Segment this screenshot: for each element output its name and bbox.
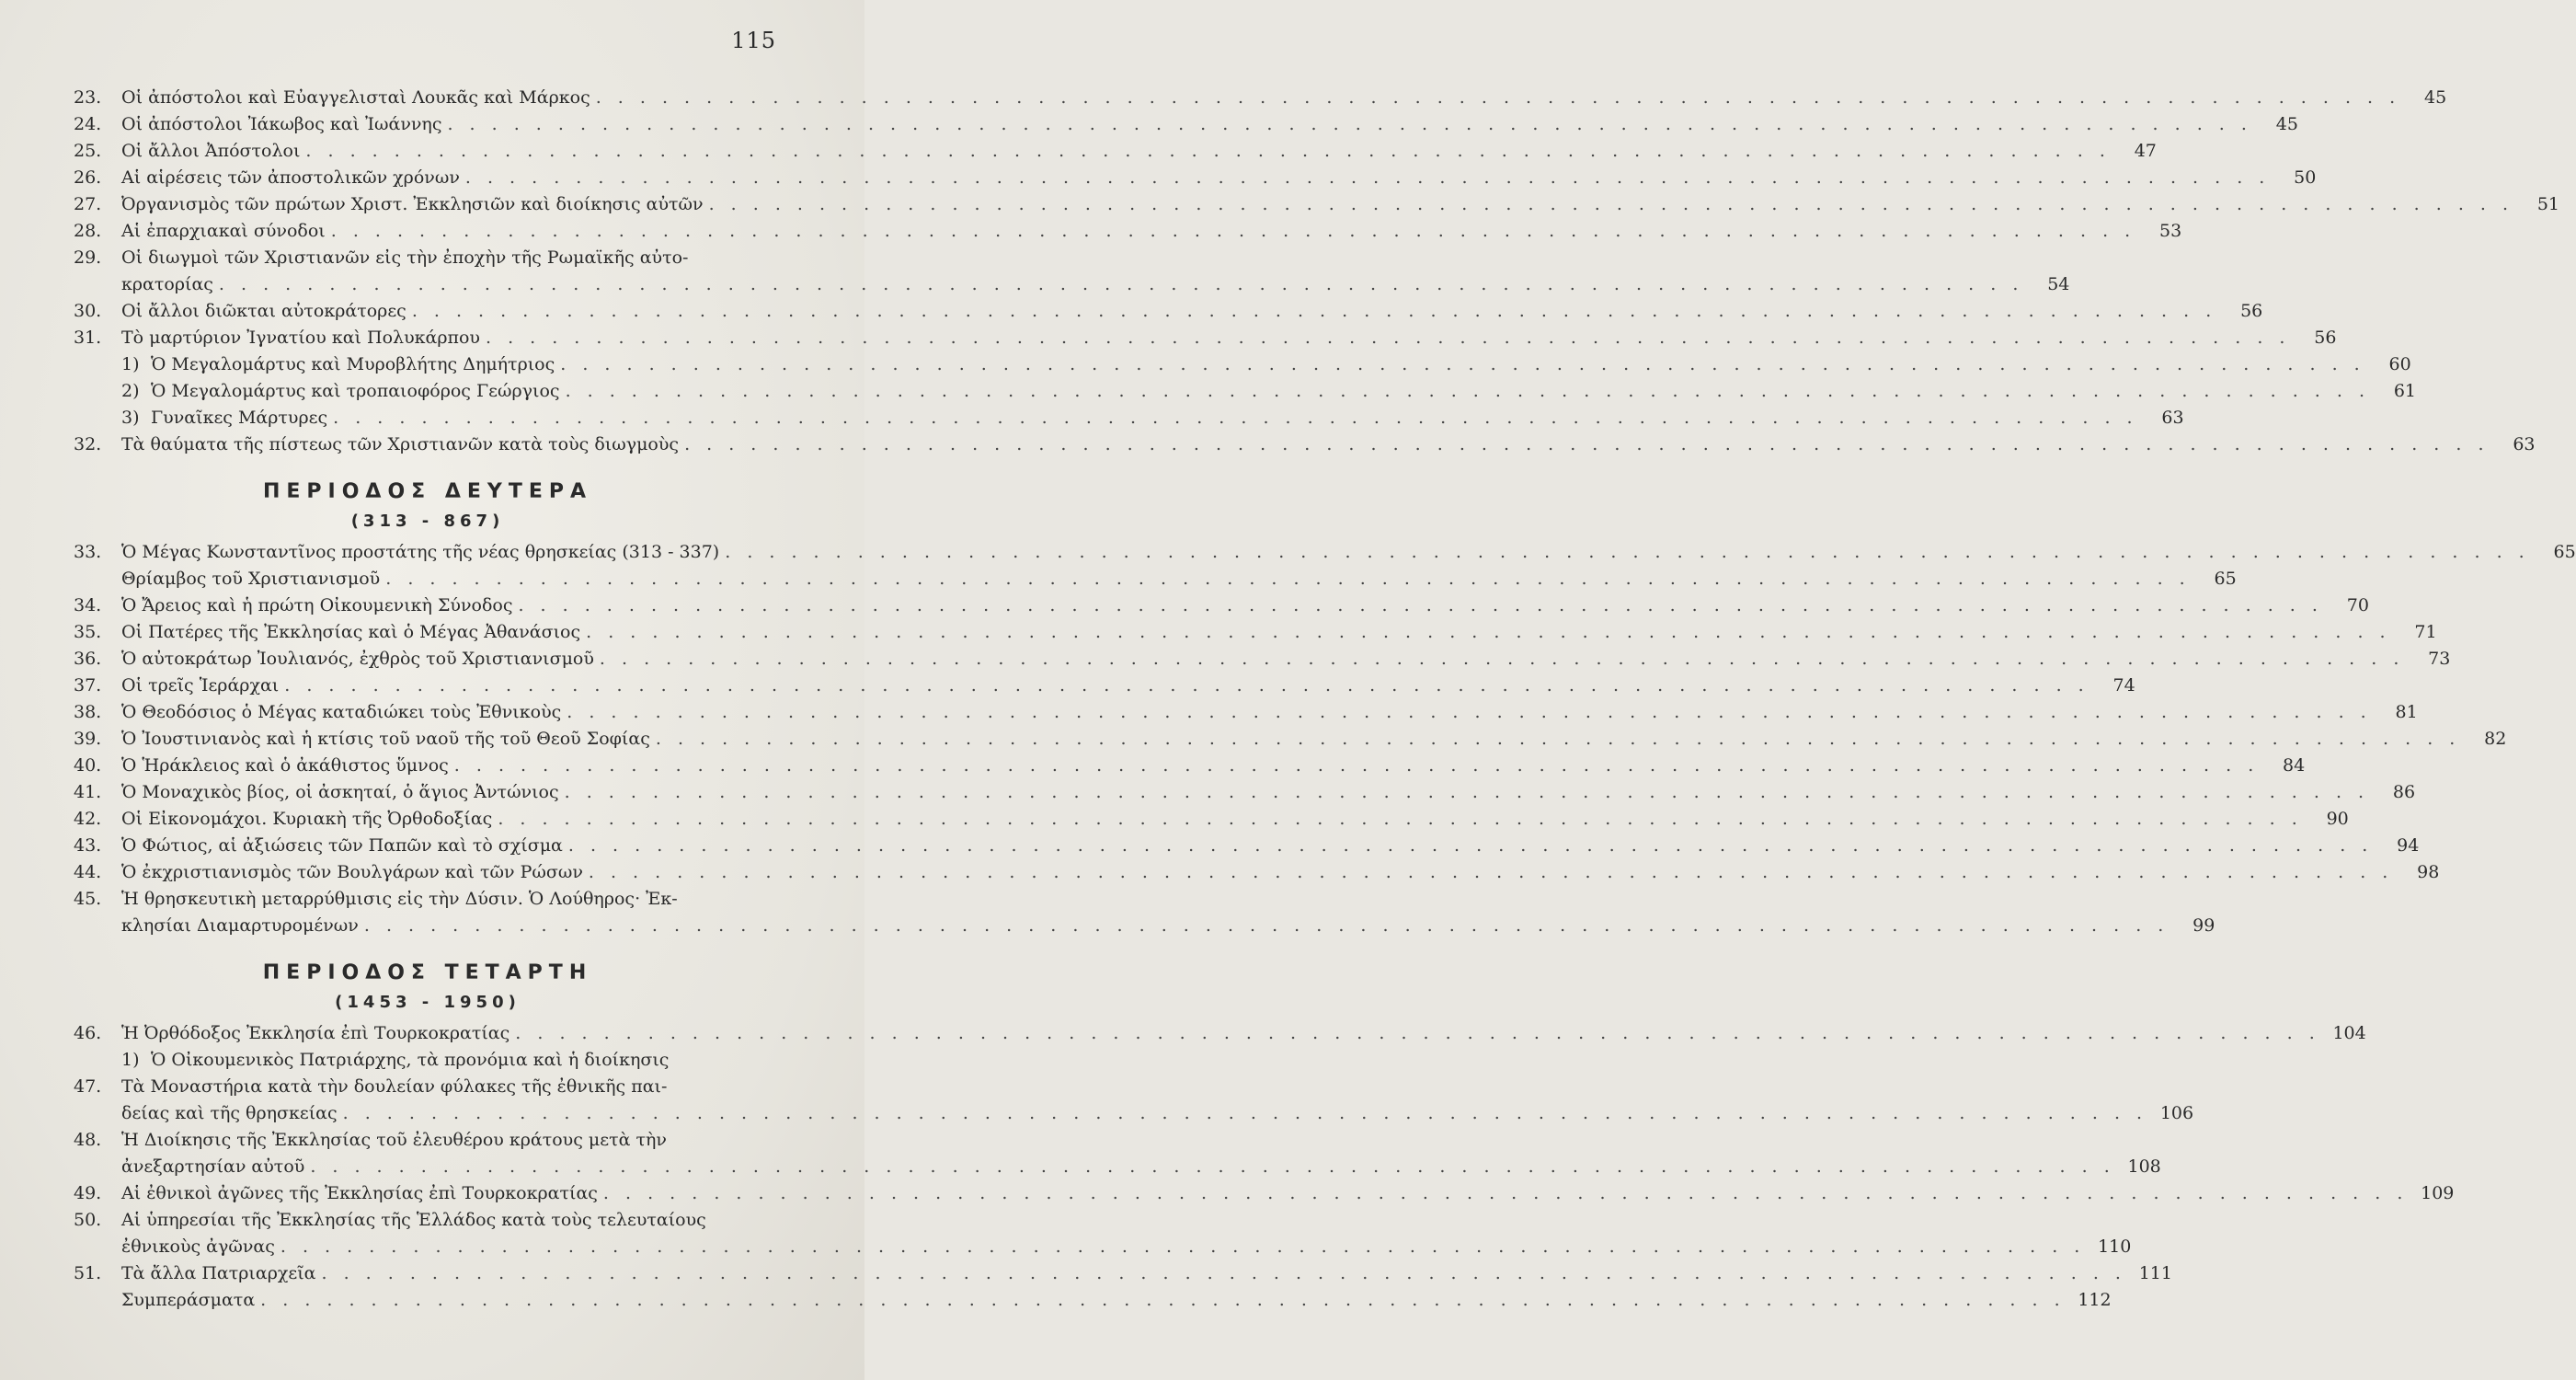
- entry-title: Θρίαμβος τοῦ Χριστιανισμοῦ: [121, 569, 381, 589]
- dot-leader: . . . . . . . . . . . . . . . . . . . . . . . . . . . . . . . . . . . . . . . . . . . . . . . . . . . . . . . . . . . . . . . . . . . . . . . . . . . . . . . . . .: [447, 114, 2252, 134]
- dot-leader: . . . . . . . . . . . . . . . . . . . . . . . . . . . . . . . . . . . . . . . . . . . . . . . . . . . . . . . . . . . . . . . . . . . . . . . . . . . . . . . . . .: [684, 434, 2490, 454]
- entry-number: 27.: [74, 194, 102, 214]
- dot-leader: . . . . . . . . . . . . . . . . . . . . . . . . . . . . . . . . . . . . . . . . . . . . . . . . . . . . . . . . . . . . . . . . . . . . . . . . . . . . . . . . . .: [411, 301, 2217, 321]
- entry-number: 28.: [74, 221, 102, 241]
- table-of-contents: [74, 85, 2576, 1314]
- entry-title: Ὁ Φώτιος, αἱ ἀξιώσεις τῶν Παπῶν καὶ τὸ σχίσμα: [121, 835, 563, 856]
- dot-leader: . . . . . . . . . . . . . . . . . . . . . . . . . . . . . . . . . . . . . . . . . . . . . . . . . . . . . . . . . . . . . . . . . . . . . . . . . . . . . . . . . .: [280, 1236, 2086, 1257]
- dot-leader: . . . . . . . . . . . . . . . . . . . . . . . . . . . . . . . . . . . . . . . . . . . . . . . . . . . . . . . . . . . . . . . . . . . . . . . . . . . . . . . . . .: [333, 408, 2138, 428]
- entry-number: 40.: [74, 755, 102, 776]
- toc-entry: [74, 1127, 782, 1154]
- entry-page: 50: [2294, 167, 2317, 188]
- toc-entry: [74, 619, 2437, 646]
- entry-number: 32.: [74, 434, 102, 454]
- entry-number: 44.: [74, 862, 102, 882]
- entry-page: 73: [2428, 649, 2451, 669]
- toc-entry: [74, 1287, 2112, 1314]
- entry-number: 25.: [74, 141, 102, 161]
- entry-page: 51: [2536, 194, 2560, 214]
- toc-entry: [74, 111, 2298, 138]
- entry-title: Ὁ Μεγαλομάρτυς καὶ Μυροβλήτης Δημήτριος: [151, 354, 555, 374]
- toc-entry: [74, 886, 782, 913]
- dot-leader: . . . . . . . . . . . . . . . . . . . . . . . . . . . . . . . . . . . . . . . . . . . . . . . . . . . . . . . . . . . . . . . . . . . . . . . . . . . . . . . . . .: [588, 862, 2394, 882]
- entry-page: 90: [2326, 809, 2349, 829]
- entry-number: 3): [121, 408, 140, 428]
- entry-number: 37.: [74, 675, 102, 696]
- entry-title: ἐθνικοὺς ἀγῶνας: [121, 1236, 275, 1257]
- entry-title: Οἱ ἀπόστολοι Ἰάκωβος καὶ Ἰωάννης: [121, 114, 442, 134]
- toc-entry: [74, 1154, 2161, 1180]
- entry-title: Γυναῖκες Μάρτυρες: [151, 408, 328, 428]
- entry-number: 45.: [74, 889, 102, 909]
- toc-entry: [74, 592, 2369, 619]
- dot-leader: . . . . . . . . . . . . . . . . . . . . . . . . . . . . . . . . . . . . . . . . . . . . . . . . . . . . . . . . . . . . . . . . . . . . . . . . . . . . . . . . . .: [330, 221, 2136, 241]
- entry-page: 108: [2127, 1156, 2161, 1177]
- entry-title: Ὁ Θεοδόσιος ὁ Μέγας καταδιώκει τοὺς Ἐθνικοὺς: [121, 702, 562, 722]
- entry-number: 35.: [74, 622, 102, 642]
- entry-title: δείας καὶ τῆς θρησκείας: [121, 1103, 338, 1123]
- dot-leader: . . . . . . . . . . . . . . . . . . . . . . . . . . . . . . . . . . . . . . . . . . . . . . . . . . . . . . . . . . . . . . . . . . . . . . . . . . . . . . . . . .: [498, 809, 2303, 829]
- dot-leader: . . . . . . . . . . . . . . . . . . . . . . . . . . . . . . . . . . . . . . . . . . . . . . . . . . . . . . . . . . . . . . . . . . . . . . . . . . . . . . . . . .: [708, 194, 2514, 214]
- entry-title: Οἱ διωγμοὶ τῶν Χριστιανῶν εἰς τὴν ἐποχὴν τῆς Ρωμαϊκῆς αὐτο-: [121, 247, 689, 268]
- toc-entry: [74, 378, 2417, 405]
- toc-entry: [74, 859, 2440, 886]
- toc-entry: [74, 245, 782, 271]
- entry-title: Συμπεράσματα: [121, 1290, 256, 1310]
- entry-title: Οἱ ἄλλοι Ἀπόστολοι: [121, 141, 301, 161]
- entry-page: 109: [2421, 1183, 2455, 1203]
- entry-number: 43.: [74, 835, 102, 856]
- dot-leader: . . . . . . . . . . . . . . . . . . . . . . . . . . . . . . . . . . . . . . . . . . . . . . . . . . . . . . . . . . . . . . . . . . . . . . . . . . . . . . . . . .: [725, 542, 2530, 562]
- entry-title: Ἡ Ὀρθόδοξος Ἐκκλησία ἐπὶ Τουρκοκρατίας: [121, 1023, 510, 1043]
- entry-page: 106: [2159, 1103, 2194, 1123]
- toc-entry: [74, 325, 2337, 351]
- toc-entry: [74, 218, 2182, 245]
- toc-entry: [74, 271, 2070, 298]
- entry-number: 34.: [74, 595, 102, 615]
- dot-leader: . . . . . . . . . . . . . . . . . . . . . . . . . . . . . . . . . . . . . . . . . . . . . . . . . . . . . . . . . . . . . . . . . . . . . . . . . . . . . . . . . .: [305, 141, 2111, 161]
- toc-entry: [74, 191, 2560, 218]
- entry-title: Ὁ Μεγαλομάρτυς καὶ τροπαιοφόρος Γεώργιος: [151, 381, 560, 401]
- entry-number: 1): [121, 354, 140, 374]
- toc-entry: [74, 1047, 782, 1074]
- entry-page: 45: [2423, 87, 2447, 108]
- toc-entry: [74, 699, 2418, 726]
- dot-leader: . . . . . . . . . . . . . . . . . . . . . . . . . . . . . . . . . . . . . . . . . . . . . . . . . . . . . . . . . . . . . . . . . . . . . . . . . . . . . . . . . .: [310, 1156, 2115, 1177]
- toc-entry: [74, 1207, 782, 1234]
- entry-title: Τὰ Μοναστήρια κατὰ τὴν δουλείαν φύλακες τῆς ἐθνικῆς παι-: [121, 1076, 668, 1097]
- dot-leader: . . . . . . . . . . . . . . . . . . . . . . . . . . . . . . . . . . . . . . . . . . . . . . . . . . . . . . . . . . . . . . . . . . . . . . . . . . . . . . . . . .: [560, 354, 2365, 374]
- entry-title: Ὁ Ἡράκλειος καὶ ὁ ἀκάθιστος ὕμνος: [121, 755, 449, 776]
- entry-title: Οἱ τρεῖς Ἱεράρχαι: [121, 675, 280, 696]
- entry-number: 48.: [74, 1130, 102, 1150]
- toc-entry: [74, 405, 2184, 431]
- toc-entry: [74, 913, 2215, 939]
- entry-page: 56: [2240, 301, 2263, 321]
- entry-page: 99: [2192, 915, 2215, 936]
- dot-leader: . . . . . . . . . . . . . . . . . . . . . . . . . . . . . . . . . . . . . . . . . . . . . . . . . . . . . . . . . . . . . . . . . . . . . . . . . . . . . . . . . .: [655, 729, 2461, 749]
- entry-number: 50.: [74, 1210, 102, 1230]
- entry-page: 60: [2388, 354, 2411, 374]
- dot-leader: . . . . . . . . . . . . . . . . . . . . . . . . . . . . . . . . . . . . . . . . . . . . . . . . . . . . . . . . . . . . . . . . . . . . . . . . . . . . . . . . . .: [453, 755, 2260, 776]
- entry-title: Αἱ ἐθνικοὶ ἀγῶνες τῆς Ἐκκλησίας ἐπὶ Τουρκοκρατίας: [121, 1183, 598, 1203]
- entry-page: 47: [2134, 141, 2157, 161]
- entry-title: Τὸ μαρτύριον Ἰγνατίου καὶ Πολυκάρπου: [121, 328, 480, 348]
- toc-entry: [74, 1074, 782, 1100]
- entry-page: 70: [2346, 595, 2369, 615]
- period-heading: ΠΕΡΙΟΔΟΣ ΤΕΤΑΡΤΗ: [262, 961, 593, 984]
- entry-title: Ὁ Μοναχικὸς βίος, οἱ ἀσκηταί, ὁ ἅγιος Ἀντώνιος: [121, 782, 559, 802]
- dot-leader: . . . . . . . . . . . . . . . . . . . . . . . . . . . . . . . . . . . . . . . . . . . . . . . . . . . . . . . . . . . . . . . . . . . . . . . . . . . . . . . . . .: [602, 1183, 2409, 1203]
- entry-title: Οἱ Εἰκονομάχοι. Κυριακὴ τῆς Ὀρθοδοξίας: [121, 809, 493, 829]
- toc-entry: [74, 753, 2306, 779]
- entry-page: 86: [2392, 782, 2416, 802]
- toc-entry: [74, 539, 2576, 566]
- dot-leader: . . . . . . . . . . . . . . . . . . . . . . . . . . . . . . . . . . . . . . . . . . . . . . . . . . . . . . . . . . . . . . . . . . . . . . . . . . . . . . . . . .: [599, 649, 2405, 669]
- entry-title: Ὁ Οἰκουμενικὸς Πατριάρχης, τὰ προνόμια καὶ ἡ διοίκησις: [151, 1050, 670, 1070]
- dot-leader: . . . . . . . . . . . . . . . . . . . . . . . . . . . . . . . . . . . . . . . . . . . . . . . . . . . . . . . . . . . . . . . . . . . . . . . . . . . . . . . . . .: [385, 569, 2191, 589]
- entry-page: 53: [2159, 221, 2182, 241]
- entry-page: 45: [2275, 114, 2298, 134]
- entry-number: 39.: [74, 729, 102, 749]
- entry-title: Οἱ ἄλλοι διῶκται αὐτοκράτορες: [121, 301, 406, 321]
- entry-title: Τὰ θαύματα τῆς πίστεως τῶν Χριστιανῶν κατὰ τοὺς διωγμοὺς: [121, 434, 680, 454]
- entry-number: 2): [121, 381, 140, 401]
- toc-entry: [74, 806, 2349, 833]
- dot-leader: . . . . . . . . . . . . . . . . . . . . . . . . . . . . . . . . . . . . . . . . . . . . . . . . . . . . . . . . . . . . . . . . . . . . . . . . . . . . . . . . . .: [567, 835, 2374, 856]
- entry-page: 65: [2214, 569, 2237, 589]
- toc-entry: [74, 726, 2507, 753]
- entry-page: 54: [2047, 274, 2070, 294]
- entry-title: κλησίαι Διαμαρτυρομένων: [121, 915, 359, 936]
- entry-page: 84: [2283, 755, 2306, 776]
- dot-leader: . . . . . . . . . . . . . . . . . . . . . . . . . . . . . . . . . . . . . . . . . . . . . . . . . . . . . . . . . . . . . . . . . . . . . . . . . . . . . . . . . .: [565, 381, 2371, 401]
- entry-title: ἀνεξαρτησίαν αὐτοῦ: [121, 1156, 305, 1177]
- entry-number: 42.: [74, 809, 102, 829]
- entry-number: 31.: [74, 328, 102, 348]
- dot-leader: . . . . . . . . . . . . . . . . . . . . . . . . . . . . . . . . . . . . . . . . . . . . . . . . . . . . . . . . . . . . . . . . . . . . . . . . . . . . . . . . . .: [518, 595, 2323, 615]
- dot-leader: . . . . . . . . . . . . . . . . . . . . . . . . . . . . . . . . . . . . . . . . . . . . . . . . . . . . . . . . . . . . . . . . . . . . . . . . . . . . . . . . . .: [586, 622, 2391, 642]
- toc-entry: [74, 1180, 2455, 1207]
- entry-title: Ὁ Ἄρειος καὶ ἡ πρώτη Οἰκουμενικὴ Σύνοδος: [121, 595, 513, 615]
- entry-number: 30.: [74, 301, 102, 321]
- toc-entry: [74, 85, 2447, 111]
- toc-entry: [74, 779, 2416, 806]
- entry-page: 81: [2395, 702, 2418, 722]
- entry-page: 111: [2138, 1263, 2172, 1283]
- period-range: (1453 - 1950): [335, 993, 521, 1012]
- dot-leader: . . . . . . . . . . . . . . . . . . . . . . . . . . . . . . . . . . . . . . . . . . . . . . . . . . . . . . . . . . . . . . . . . . . . . . . . . . . . . . . . . .: [564, 782, 2370, 802]
- entry-page: 110: [2098, 1236, 2132, 1257]
- entry-number: 38.: [74, 702, 102, 722]
- dot-leader: . . . . . . . . . . . . . . . . . . . . . . . . . . . . . . . . . . . . . . . . . . . . . . . . . . . . . . . . . . . . . . . . . . . . . . . . . . . . . . . . . .: [515, 1023, 2320, 1043]
- toc-entry: [74, 833, 2420, 859]
- entry-number: 49.: [74, 1183, 102, 1203]
- entry-title: Ἡ θρησκευτικὴ μεταρρύθμισις εἰς τὴν Δύσιν. Ὁ Λούθηρος· Ἐκ-: [121, 889, 678, 909]
- entry-page: 63: [2513, 434, 2536, 454]
- period-range: (313 - 867): [350, 512, 505, 531]
- page-number: 115: [731, 28, 776, 53]
- dot-leader: . . . . . . . . . . . . . . . . . . . . . . . . . . . . . . . . . . . . . . . . . . . . . . . . . . . . . . . . . . . . . . . . . . . . . . . . . . . . . . . . . .: [485, 328, 2291, 348]
- dot-leader: . . . . . . . . . . . . . . . . . . . . . . . . . . . . . . . . . . . . . . . . . . . . . . . . . . . . . . . . . . . . . . . . . . . . . . . . . . . . . . . . . .: [363, 915, 2170, 936]
- entry-title: Ὁ ἐκχριστιανισμὸς τῶν Βουλγάρων καὶ τῶν Ρώσων: [121, 862, 583, 882]
- dot-leader: . . . . . . . . . . . . . . . . . . . . . . . . . . . . . . . . . . . . . . . . . . . . . . . . . . . . . . . . . . . . . . . . . . . . . . . . . . . . . . . . . .: [464, 167, 2271, 188]
- toc-entry: [74, 431, 2536, 458]
- entry-title: Ὁ Μέγας Κωνσταντῖνος προστάτης τῆς νέας θρησκείας (313 - 337): [121, 542, 720, 562]
- entry-number: 51.: [74, 1263, 102, 1283]
- entry-title: Οἱ Πατέρες τῆς Ἐκκλησίας καὶ ὁ Μέγας Ἀθανάσιος: [121, 622, 581, 642]
- entry-page: 98: [2417, 862, 2440, 882]
- dot-leader: . . . . . . . . . . . . . . . . . . . . . . . . . . . . . . . . . . . . . . . . . . . . . . . . . . . . . . . . . . . . . . . . . . . . . . . . . . . . . . . . . .: [218, 274, 2024, 294]
- entry-title: Ὁ αὐτοκράτωρ Ἰουλιανός, ἐχθρὸς τοῦ Χριστιανισμοῦ: [121, 649, 594, 669]
- entry-title: Ὁ Ἰουστινιανὸς καὶ ἡ κτίσις τοῦ ναοῦ τῆς τοῦ Θεοῦ Σοφίας: [121, 729, 650, 749]
- entry-title: κρατορίας: [121, 274, 213, 294]
- entry-number: 29.: [74, 247, 102, 268]
- entry-title: Αἱ ὑπηρεσίαι τῆς Ἐκκλησίας τῆς Ἑλλάδος κατὰ τοὺς τελευταίους: [121, 1210, 706, 1230]
- entry-page: 104: [2332, 1023, 2366, 1043]
- toc-entry: [74, 1234, 2132, 1260]
- dot-leader: . . . . . . . . . . . . . . . . . . . . . . . . . . . . . . . . . . . . . . . . . . . . . . . . . . . . . . . . . . . . . . . . . . . . . . . . . . . . . . . . . .: [567, 702, 2372, 722]
- toc-entry: [74, 351, 2411, 378]
- entry-number: 26.: [74, 167, 102, 188]
- toc-entry: [74, 298, 2263, 325]
- entry-page: 94: [2397, 835, 2420, 856]
- entry-number: 33.: [74, 542, 102, 562]
- entry-number: 23.: [74, 87, 102, 108]
- toc-entry: [74, 1100, 2194, 1127]
- entry-title: Αἱ αἱρέσεις τῶν ἀποστολικῶν χρόνων: [121, 167, 460, 188]
- entry-number: 46.: [74, 1023, 102, 1043]
- toc-entry: [74, 1020, 2366, 1047]
- toc-entry: [74, 646, 2451, 673]
- toc-entry: [74, 165, 2317, 191]
- toc-entry: [74, 673, 2135, 699]
- dot-leader: . . . . . . . . . . . . . . . . . . . . . . . . . . . . . . . . . . . . . . . . . . . . . . . . . . . . . . . . . . . . . . . . . . . . . . . . . . . . . . . . . .: [284, 675, 2089, 696]
- dot-leader: . . . . . . . . . . . . . . . . . . . . . . . . . . . . . . . . . . . . . . . . . . . . . . . . . . . . . . . . . . . . . . . . . . . . . . . . . . . . . . . . . .: [321, 1263, 2126, 1283]
- entry-title: Ὀργανισμὸς τῶν πρώτων Χριστ. Ἐκκλησιῶν καὶ διοίκησις αὐτῶν: [121, 194, 704, 214]
- toc-entry: [74, 138, 2157, 165]
- dot-leader: . . . . . . . . . . . . . . . . . . . . . . . . . . . . . . . . . . . . . . . . . . . . . . . . . . . . . . . . . . . . . . . . . . . . . . . . . . . . . . . . . .: [595, 87, 2401, 108]
- entry-number: 41.: [74, 782, 102, 802]
- toc-entry: [74, 566, 2237, 592]
- entry-title: Οἱ ἀπόστολοι καὶ Εὐαγγελισταὶ Λουκᾶς καὶ Μάρκος: [121, 87, 590, 108]
- entry-page: 71: [2414, 622, 2437, 642]
- toc-entry: [74, 1260, 2172, 1287]
- entry-page: 63: [2161, 408, 2184, 428]
- dot-leader: . . . . . . . . . . . . . . . . . . . . . . . . . . . . . . . . . . . . . . . . . . . . . . . . . . . . . . . . . . . . . . . . . . . . . . . . . . . . . . . . . .: [260, 1290, 2066, 1310]
- entry-number: 47.: [74, 1076, 102, 1097]
- entry-page: 65: [2553, 542, 2576, 562]
- entry-page: 112: [2078, 1290, 2112, 1310]
- entry-title: Ἡ Διοίκησις τῆς Ἐκκλησίας τοῦ ἐλευθέρου κράτους μετὰ τὴν: [121, 1130, 667, 1150]
- entry-number: 36.: [74, 649, 102, 669]
- entry-number: 24.: [74, 114, 102, 134]
- entry-page: 61: [2393, 381, 2417, 401]
- entry-page: 74: [2112, 675, 2135, 696]
- entry-title: Τὰ ἄλλα Πατριαρχεῖα: [121, 1263, 316, 1283]
- dot-leader: . . . . . . . . . . . . . . . . . . . . . . . . . . . . . . . . . . . . . . . . . . . . . . . . . . . . . . . . . . . . . . . . . . . . . . . . . . . . . . . . . .: [342, 1103, 2148, 1123]
- entry-page: 82: [2484, 729, 2507, 749]
- entry-page: 56: [2314, 328, 2337, 348]
- entry-title: Αἱ ἐπαρχιακαὶ σύνοδοι: [121, 221, 326, 241]
- entry-number: 1): [121, 1050, 140, 1070]
- period-heading: ΠΕΡΙΟΔΟΣ ΔΕΥΤΕΡΑ: [262, 480, 593, 503]
